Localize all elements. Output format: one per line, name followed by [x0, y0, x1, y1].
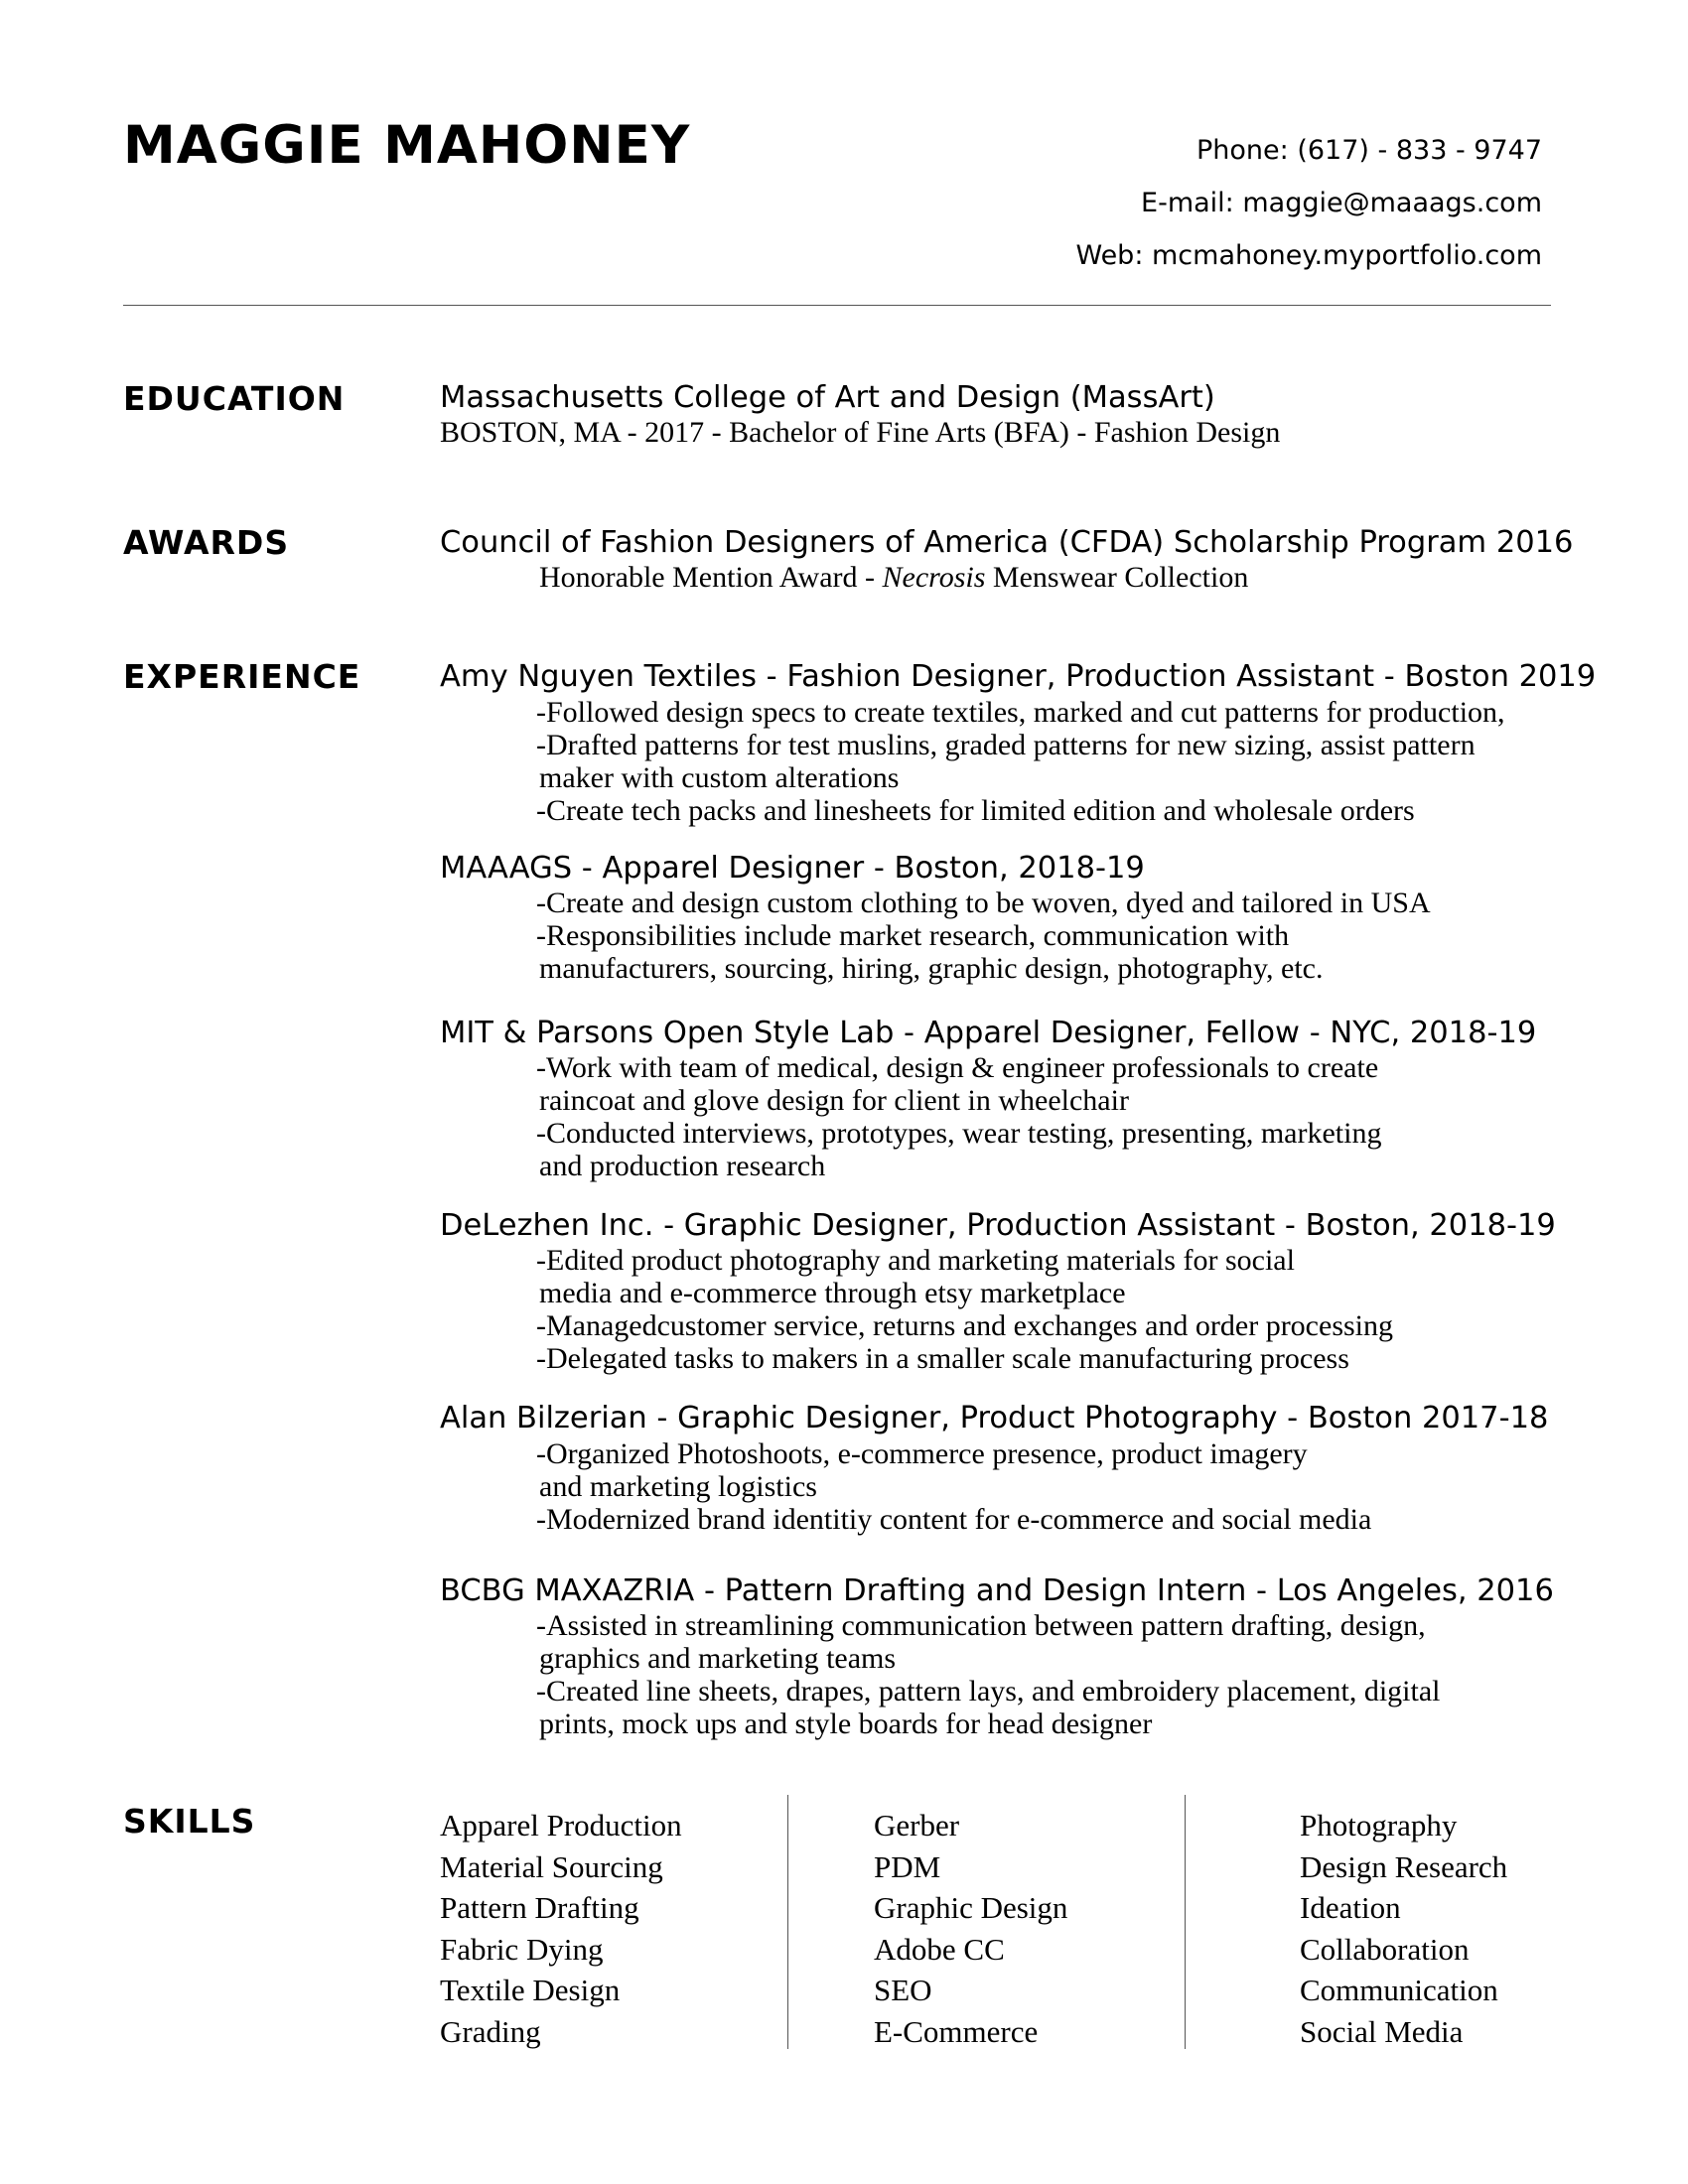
experience-bullet: -Delegated tasks to makers in a smaller scale manufacturing process [536, 1342, 1349, 1375]
experience-bullet: -Responsibilities include market research, communication with [536, 919, 1290, 952]
skill-item: Grading [440, 2013, 541, 2049]
skill-item: Gerber [874, 1808, 960, 1843]
experience-entry-title: BCBG MAXAZRIA - Pattern Drafting and Design Intern - Los Angeles, 2016 [440, 1573, 1554, 1608]
awards-heading: AWARDS [123, 523, 290, 562]
experience-bullet: -Organized Photoshoots, e-commerce presence, product imagery [536, 1437, 1308, 1470]
skill-item: Photography [1300, 1808, 1458, 1843]
contact-phone: Phone: (617) - 833 - 9747 [1196, 135, 1542, 166]
skill-item: E-Commerce [874, 2013, 1039, 2049]
experience-bullet: -Managedcustomer service, returns and exchanges and order processing [536, 1309, 1393, 1342]
skills-column-1 [440, 1805, 682, 2052]
skill-item: Collaboration [1300, 1931, 1470, 1967]
experience-bullet: and production research [539, 1150, 826, 1182]
skill-item: PDM [874, 1848, 941, 1884]
skills-column-2 [874, 1805, 1067, 2052]
award-detail-prefix: Honorable Mention Award - [539, 561, 883, 594]
contact-block [1075, 124, 1542, 282]
experience-bullet: maker with custom alterations [539, 761, 900, 794]
skills-divider [1185, 1795, 1186, 2049]
education-school: Massachusetts College of Art and Design (MassArt) [440, 380, 1215, 415]
experience-heading: EXPERIENCE [123, 657, 361, 696]
skill-item: Graphic Design [874, 1890, 1068, 1925]
experience-entry-title: Alan Bilzerian - Graphic Designer, Product Photography - Boston 2017-18 [440, 1401, 1549, 1435]
experience-bullet: -Work with team of medical, design & engineer professionals to create [536, 1051, 1379, 1084]
experience-bullet: and marketing logistics [539, 1470, 817, 1503]
experience-bullet: -Assisted in streamlining communication between pattern drafting, design, [536, 1609, 1426, 1642]
skill-item: Communication [1300, 1973, 1498, 2007]
skills-column-3 [1300, 1805, 1507, 2052]
experience-bullet: media and e-commerce through etsy marketplace [539, 1277, 1126, 1309]
experience-bullet: -Create and design custom clothing to be woven, dyed and tailored in USA [536, 887, 1431, 919]
experience-entry-title: Amy Nguyen Textiles - Fashion Designer, Production Assistant - Boston 2019 [440, 659, 1597, 694]
award-detail [539, 563, 1248, 593]
award-collection-name: Necrosis [882, 561, 986, 594]
award-title: Council of Fashion Designers of America (CFDA) Scholarship Program 2016 [440, 525, 1574, 560]
skill-item: Design Research [1300, 1848, 1508, 1884]
experience-bullet: -Conducted interviews, prototypes, wear testing, presenting, marketing [536, 1117, 1382, 1150]
skill-item: Textile Design [440, 1973, 621, 2007]
education-detail: BOSTON, MA - 2017 - Bachelor of Fine Arts (BFA) - Fashion Design [440, 416, 1281, 449]
page-title: MAGGIE MAHONEY [123, 115, 691, 176]
experience-bullet: -Create tech packs and linesheets for limited edition and wholesale orders [536, 794, 1415, 827]
experience-bullet: manufacturers, sourcing, hiring, graphic design, photography, etc. [539, 952, 1324, 985]
experience-bullet: -Drafted patterns for test muslins, graded patterns for new sizing, assist pattern [536, 729, 1476, 761]
experience-bullet: -Edited product photography and marketing materials for social [536, 1244, 1295, 1277]
skill-item: Pattern Drafting [440, 1890, 639, 1925]
header-divider [123, 305, 1551, 306]
education-heading: EDUCATION [123, 379, 346, 418]
skills-heading: SKILLS [123, 1802, 256, 1841]
experience-bullet: graphics and marketing teams [539, 1642, 897, 1675]
skill-item: Material Sourcing [440, 1848, 663, 1884]
experience-entry-title: MIT & Parsons Open Style Lab - Apparel Designer, Fellow - NYC, 2018-19 [440, 1016, 1537, 1050]
contact-web: Web: mcmahoney.myportfolio.com [1075, 240, 1542, 271]
skill-item: SEO [874, 1973, 932, 2007]
experience-bullet: -Created line sheets, drapes, pattern lays, and embroidery placement, digital [536, 1675, 1441, 1707]
skill-item: Fabric Dying [440, 1931, 604, 1967]
experience-bullet: prints, mock ups and style boards for head designer [539, 1707, 1153, 1740]
contact-email: E-mail: maggie@maaags.com [1141, 188, 1542, 218]
experience-bullet: raincoat and glove design for client in wheelchair [539, 1084, 1129, 1117]
experience-bullet: -Followed design specs to create textiles, marked and cut patterns for production, [536, 696, 1505, 729]
experience-entry-title: MAAAGS - Apparel Designer - Boston, 2018-19 [440, 851, 1145, 886]
skill-item: Apparel Production [440, 1808, 682, 1843]
skill-item: Social Media [1300, 2013, 1464, 2049]
award-detail-suffix: Menswear Collection [985, 561, 1249, 594]
skill-item: Adobe CC [874, 1931, 1005, 1967]
experience-bullet: -Modernized brand identitiy content for e-commerce and social media [536, 1503, 1372, 1536]
experience-entry-title: DeLezhen Inc. - Graphic Designer, Production Assistant - Boston, 2018-19 [440, 1208, 1556, 1243]
skill-item: Ideation [1300, 1890, 1401, 1925]
skills-divider [787, 1795, 788, 2049]
